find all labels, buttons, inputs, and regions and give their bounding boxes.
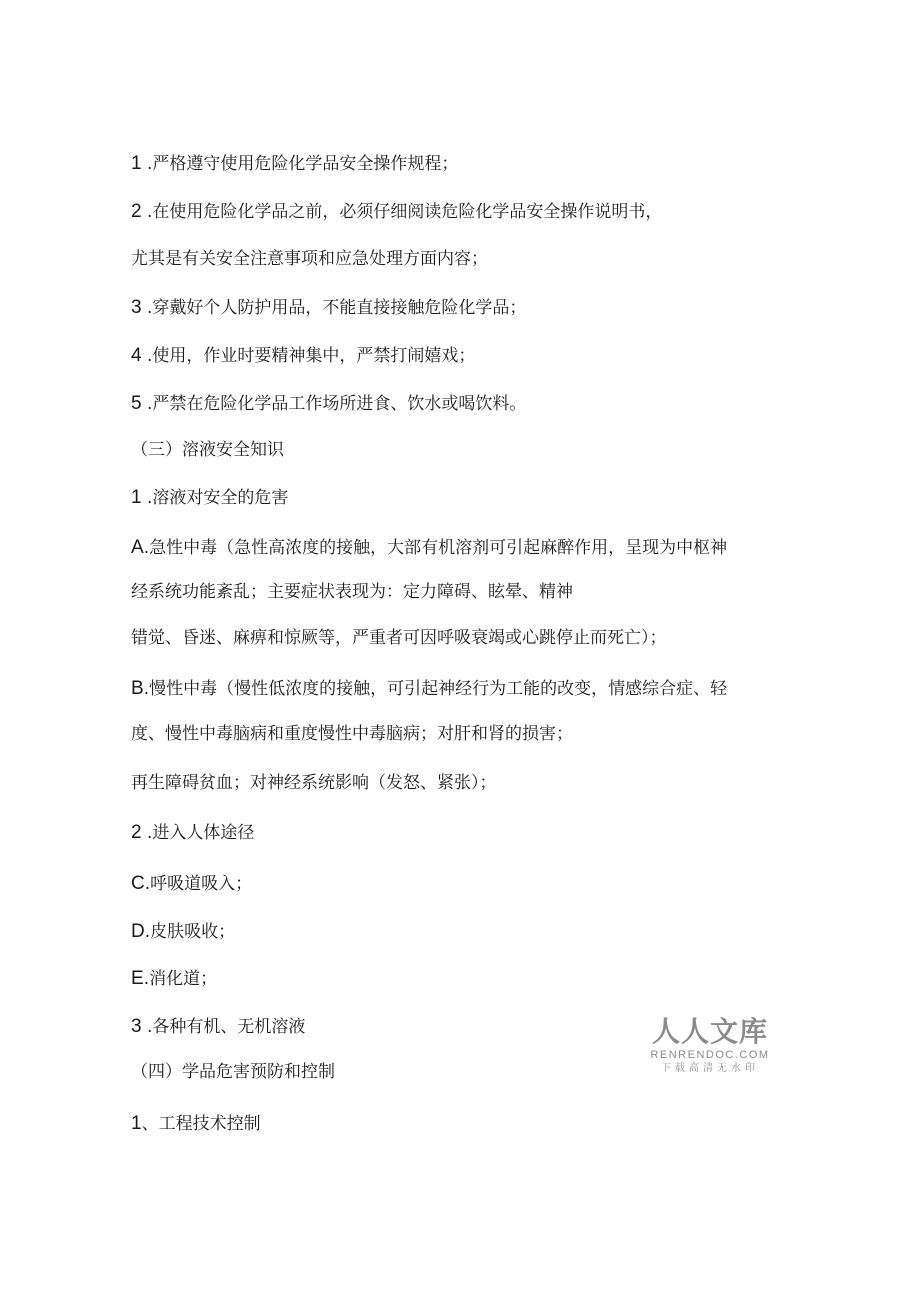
item-a-continued-1: 经系统功能紊乱；主要症状表现为：定力障碍、眩晕、精神 <box>131 582 573 602</box>
section-heading-3: （三）溶液安全知识 <box>131 440 284 460</box>
list-item-2-continued: 尤其是有关安全注意事项和应急处理方面内容； <box>131 249 488 269</box>
item-b: B.慢性中毒（慢性低浓度的接触，可引起神经行为工能的改变，情感综合症、轻 <box>131 678 728 699</box>
subsection-2: 2 .进入人体途径 <box>131 822 255 843</box>
item-a-continued-2: 错觉、昏迷、麻痹和惊厥等，严重者可因呼吸衰竭或心跳停止而死亡）； <box>131 628 667 648</box>
watermark-url: RENRENDOC.COM <box>650 1049 770 1061</box>
item-c: C.呼吸道吸入； <box>131 873 253 894</box>
item-b-continued-1: 度、慢性中毒脑病和重度慢性中毒脑病；对肝和肾的损害； <box>131 724 573 744</box>
watermark-subtitle: 下载高清无水印 <box>661 1063 759 1074</box>
item-e: E.消化道； <box>131 968 218 989</box>
watermark-title: 人人文库 <box>651 1015 768 1048</box>
list-item-3: 3 .穿戴好个人防护用品，不能直接接触危险化学品； <box>131 297 527 318</box>
subsection-3: 3 .各种有机、无机溶液 <box>131 1016 306 1037</box>
section-heading-4: （四）学品危害预防和控制 <box>131 1062 335 1082</box>
list-item-1: 1 .严格遵守使用危险化学品安全操作规程； <box>131 153 459 174</box>
item-a: A.急性中毒（急性高浓度的接触，大部有机溶剂可引起麻醉作用，呈现为中枢神 <box>131 537 728 558</box>
watermark-logo <box>648 1016 772 1076</box>
subsection-4-1: 1、工程技术控制 <box>131 1113 261 1134</box>
item-b-continued-2: 再生障碍贫血；对神经系统影响（发怒、紧张）； <box>131 773 497 793</box>
item-d: D.皮肤吸收； <box>131 921 236 942</box>
list-item-4: 4 .使用，作业时要精神集中，严禁打闹嬉戏； <box>131 345 476 366</box>
list-item-5: 5 .严禁在危险化学品工作场所进食、饮水或喝饮料。 <box>131 393 527 414</box>
subsection-1: 1 .溶液对安全的危害 <box>131 487 289 508</box>
list-item-2: 2 .在使用危险化学品之前，必须仔细阅读危险化学品安全操作说明书， <box>131 201 663 222</box>
